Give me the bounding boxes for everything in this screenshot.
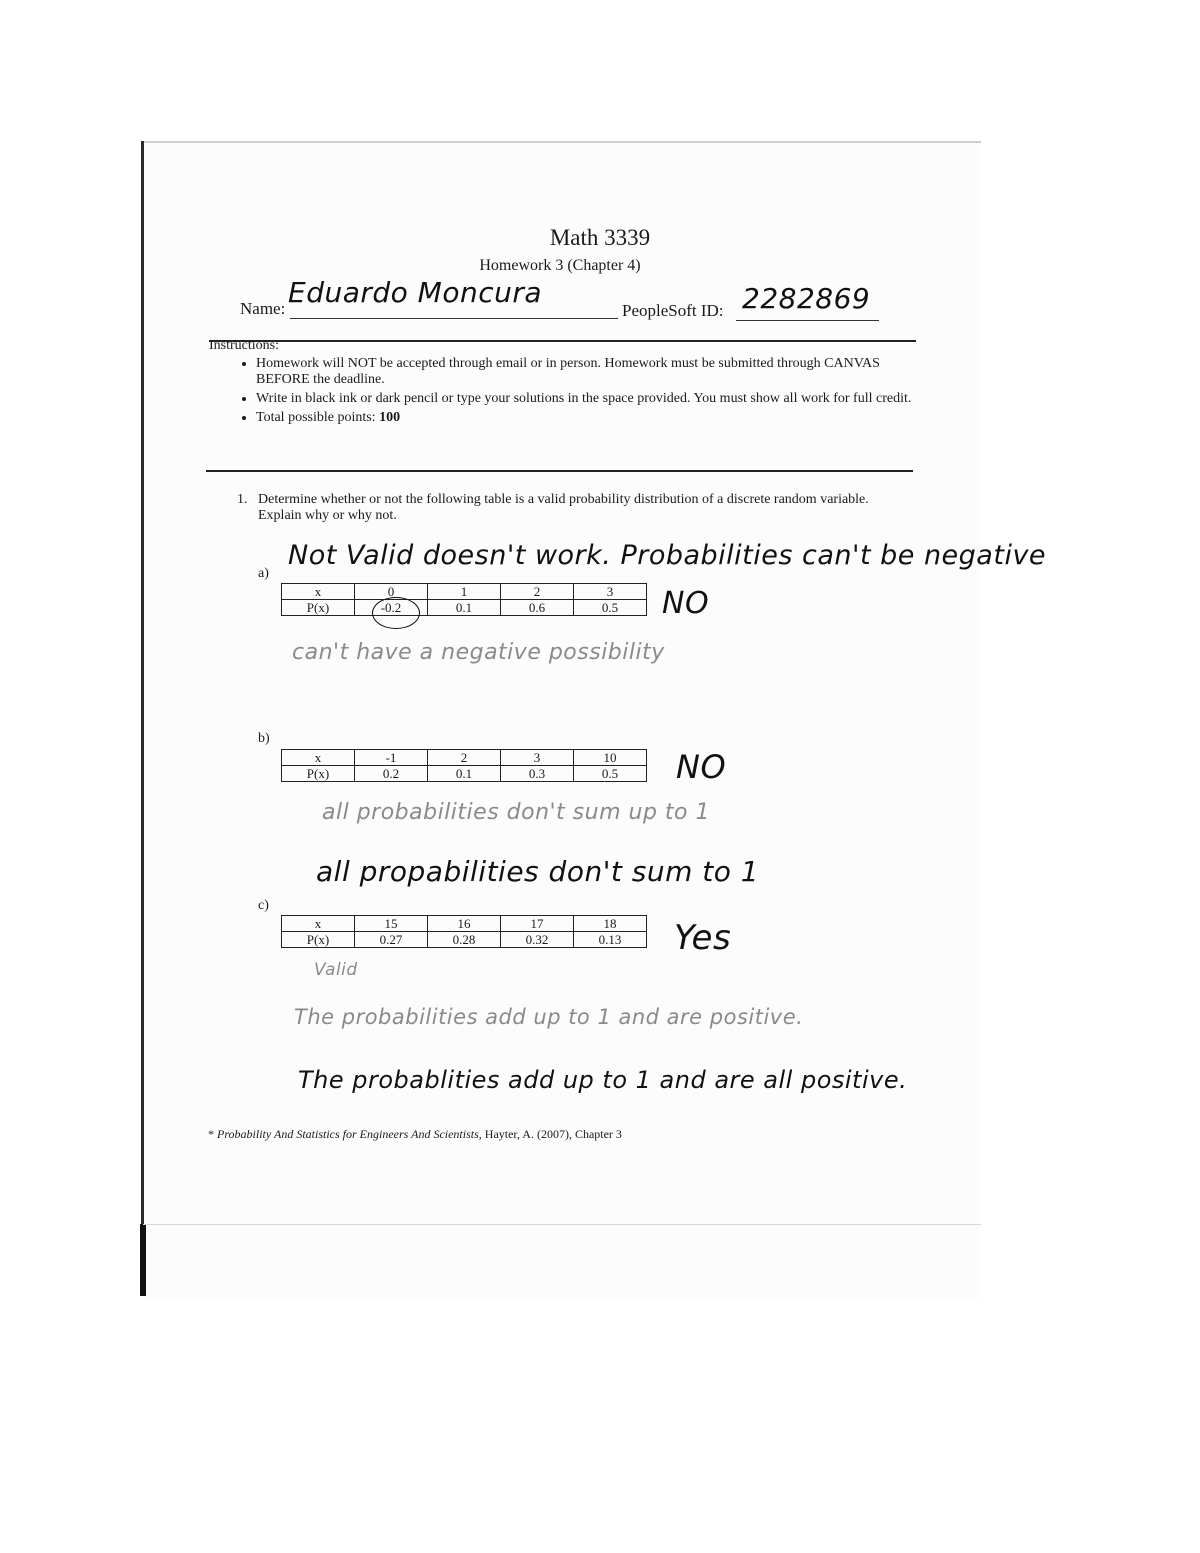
table-cell: 0.27 (355, 932, 428, 948)
points-value: 100 (379, 410, 401, 425)
table-cell: 16 (428, 916, 501, 932)
name-handwritten: Eduardo Moncura (288, 276, 543, 309)
table-cell: 15 (355, 916, 428, 932)
table-cell: 0.5 (574, 600, 647, 616)
instruction-item: • Write in black ink or dark pencil or type your solutions in the space provided. You must show all work for full credit. (256, 391, 926, 407)
table-cell: -0.2 (355, 600, 428, 616)
part-b-verdict: NO (676, 748, 727, 786)
table-cell: 17 (501, 916, 574, 932)
table-cell: 0.32 (501, 932, 574, 948)
footnote (208, 1127, 622, 1142)
table-row (282, 584, 647, 600)
scan-left-edge (141, 141, 144, 1296)
course-title: Math 3339 (549, 225, 651, 250)
part-b-table (281, 749, 647, 782)
circled-negative-value-mark (372, 597, 420, 629)
part-a-table (281, 583, 647, 616)
part-c-handwritten-answer: The probablities add up to 1 and are all positive. (298, 1066, 908, 1094)
scan-fold-line (143, 1224, 981, 1225)
instructions-list (230, 356, 926, 429)
instruction-item: • Homework will NOT be accepted through email or in person. Homework must be submitted through CANVAS BEFORE the deadline. (256, 356, 926, 388)
question-text: Determine whether or not the following table is a valid probability distribution of a discrete random variable. Explain why or why not. (258, 492, 869, 523)
part-a-handwritten-answer: Not Valid doesn't work. Probabilities can't be negative (288, 540, 1047, 571)
part-b-pencil-note: all probabilities don't sum up to 1 (322, 800, 710, 825)
id-label: PeopleSoft ID: (622, 301, 724, 320)
p-header: P(x) (282, 932, 355, 948)
x-header: x (282, 916, 355, 932)
table-cell: -1 (355, 750, 428, 766)
table-row (282, 932, 647, 948)
part-a-label: a) (258, 566, 269, 581)
homework-title: Homework 3 (Chapter 4) (479, 257, 641, 274)
instructions-heading: Instructions: (209, 338, 279, 353)
p-header: P(x) (282, 600, 355, 616)
header-divider (209, 340, 916, 342)
p-header: P(x) (282, 766, 355, 782)
name-label: Name: (240, 299, 286, 318)
table-cell: 18 (574, 916, 647, 932)
part-b-label: b) (258, 731, 270, 746)
table-cell: 10 (574, 750, 647, 766)
table-row (282, 750, 647, 766)
table-cell: 0 (355, 584, 428, 600)
part-c-table (281, 915, 647, 948)
x-header: x (282, 584, 355, 600)
table-cell: 0.28 (428, 932, 501, 948)
table-cell: 0.6 (501, 600, 574, 616)
table-cell: 0.13 (574, 932, 647, 948)
table-cell: 3 (574, 584, 647, 600)
part-a-verdict: NO (662, 586, 710, 621)
table-cell: 0.2 (355, 766, 428, 782)
footnote-marker: * (208, 1127, 214, 1141)
x-header: x (282, 750, 355, 766)
table-cell: 3 (501, 750, 574, 766)
part-c-pencil-valid: Valid (314, 960, 358, 980)
table-row (282, 600, 647, 616)
question-number: 1. (237, 492, 248, 507)
instruction-item (256, 410, 926, 426)
points-label: Total possible points: (256, 410, 376, 425)
name-underline (290, 318, 618, 319)
table-cell: 2 (428, 750, 501, 766)
id-handwritten: 2282869 (742, 282, 871, 315)
footnote-book-title: Probability And Statistics for Engineers And Scientists (217, 1127, 479, 1141)
part-b-handwritten-answer: all propabilities don't sum to 1 (316, 855, 760, 888)
table-cell: 0.5 (574, 766, 647, 782)
part-c-pencil-note: The probabilities add up to 1 and are positive. (294, 1005, 804, 1029)
table-cell: 0.3 (501, 766, 574, 782)
part-c-verdict: Yes (674, 918, 732, 958)
table-row (282, 766, 647, 782)
table-cell: 1 (428, 584, 501, 600)
part-c-label: c) (258, 898, 269, 913)
footnote-citation: , Hayter, A. (2007), Chapter 3 (478, 1127, 622, 1141)
scan-binding-mark (140, 1224, 146, 1296)
table-cell: 0.1 (428, 600, 501, 616)
id-underline (736, 320, 879, 321)
table-cell: 2 (501, 584, 574, 600)
table-row (282, 916, 647, 932)
instructions-divider (206, 470, 913, 472)
table-cell: 0.1 (428, 766, 501, 782)
part-a-pencil-note: can't have a negative possibility (292, 640, 665, 665)
